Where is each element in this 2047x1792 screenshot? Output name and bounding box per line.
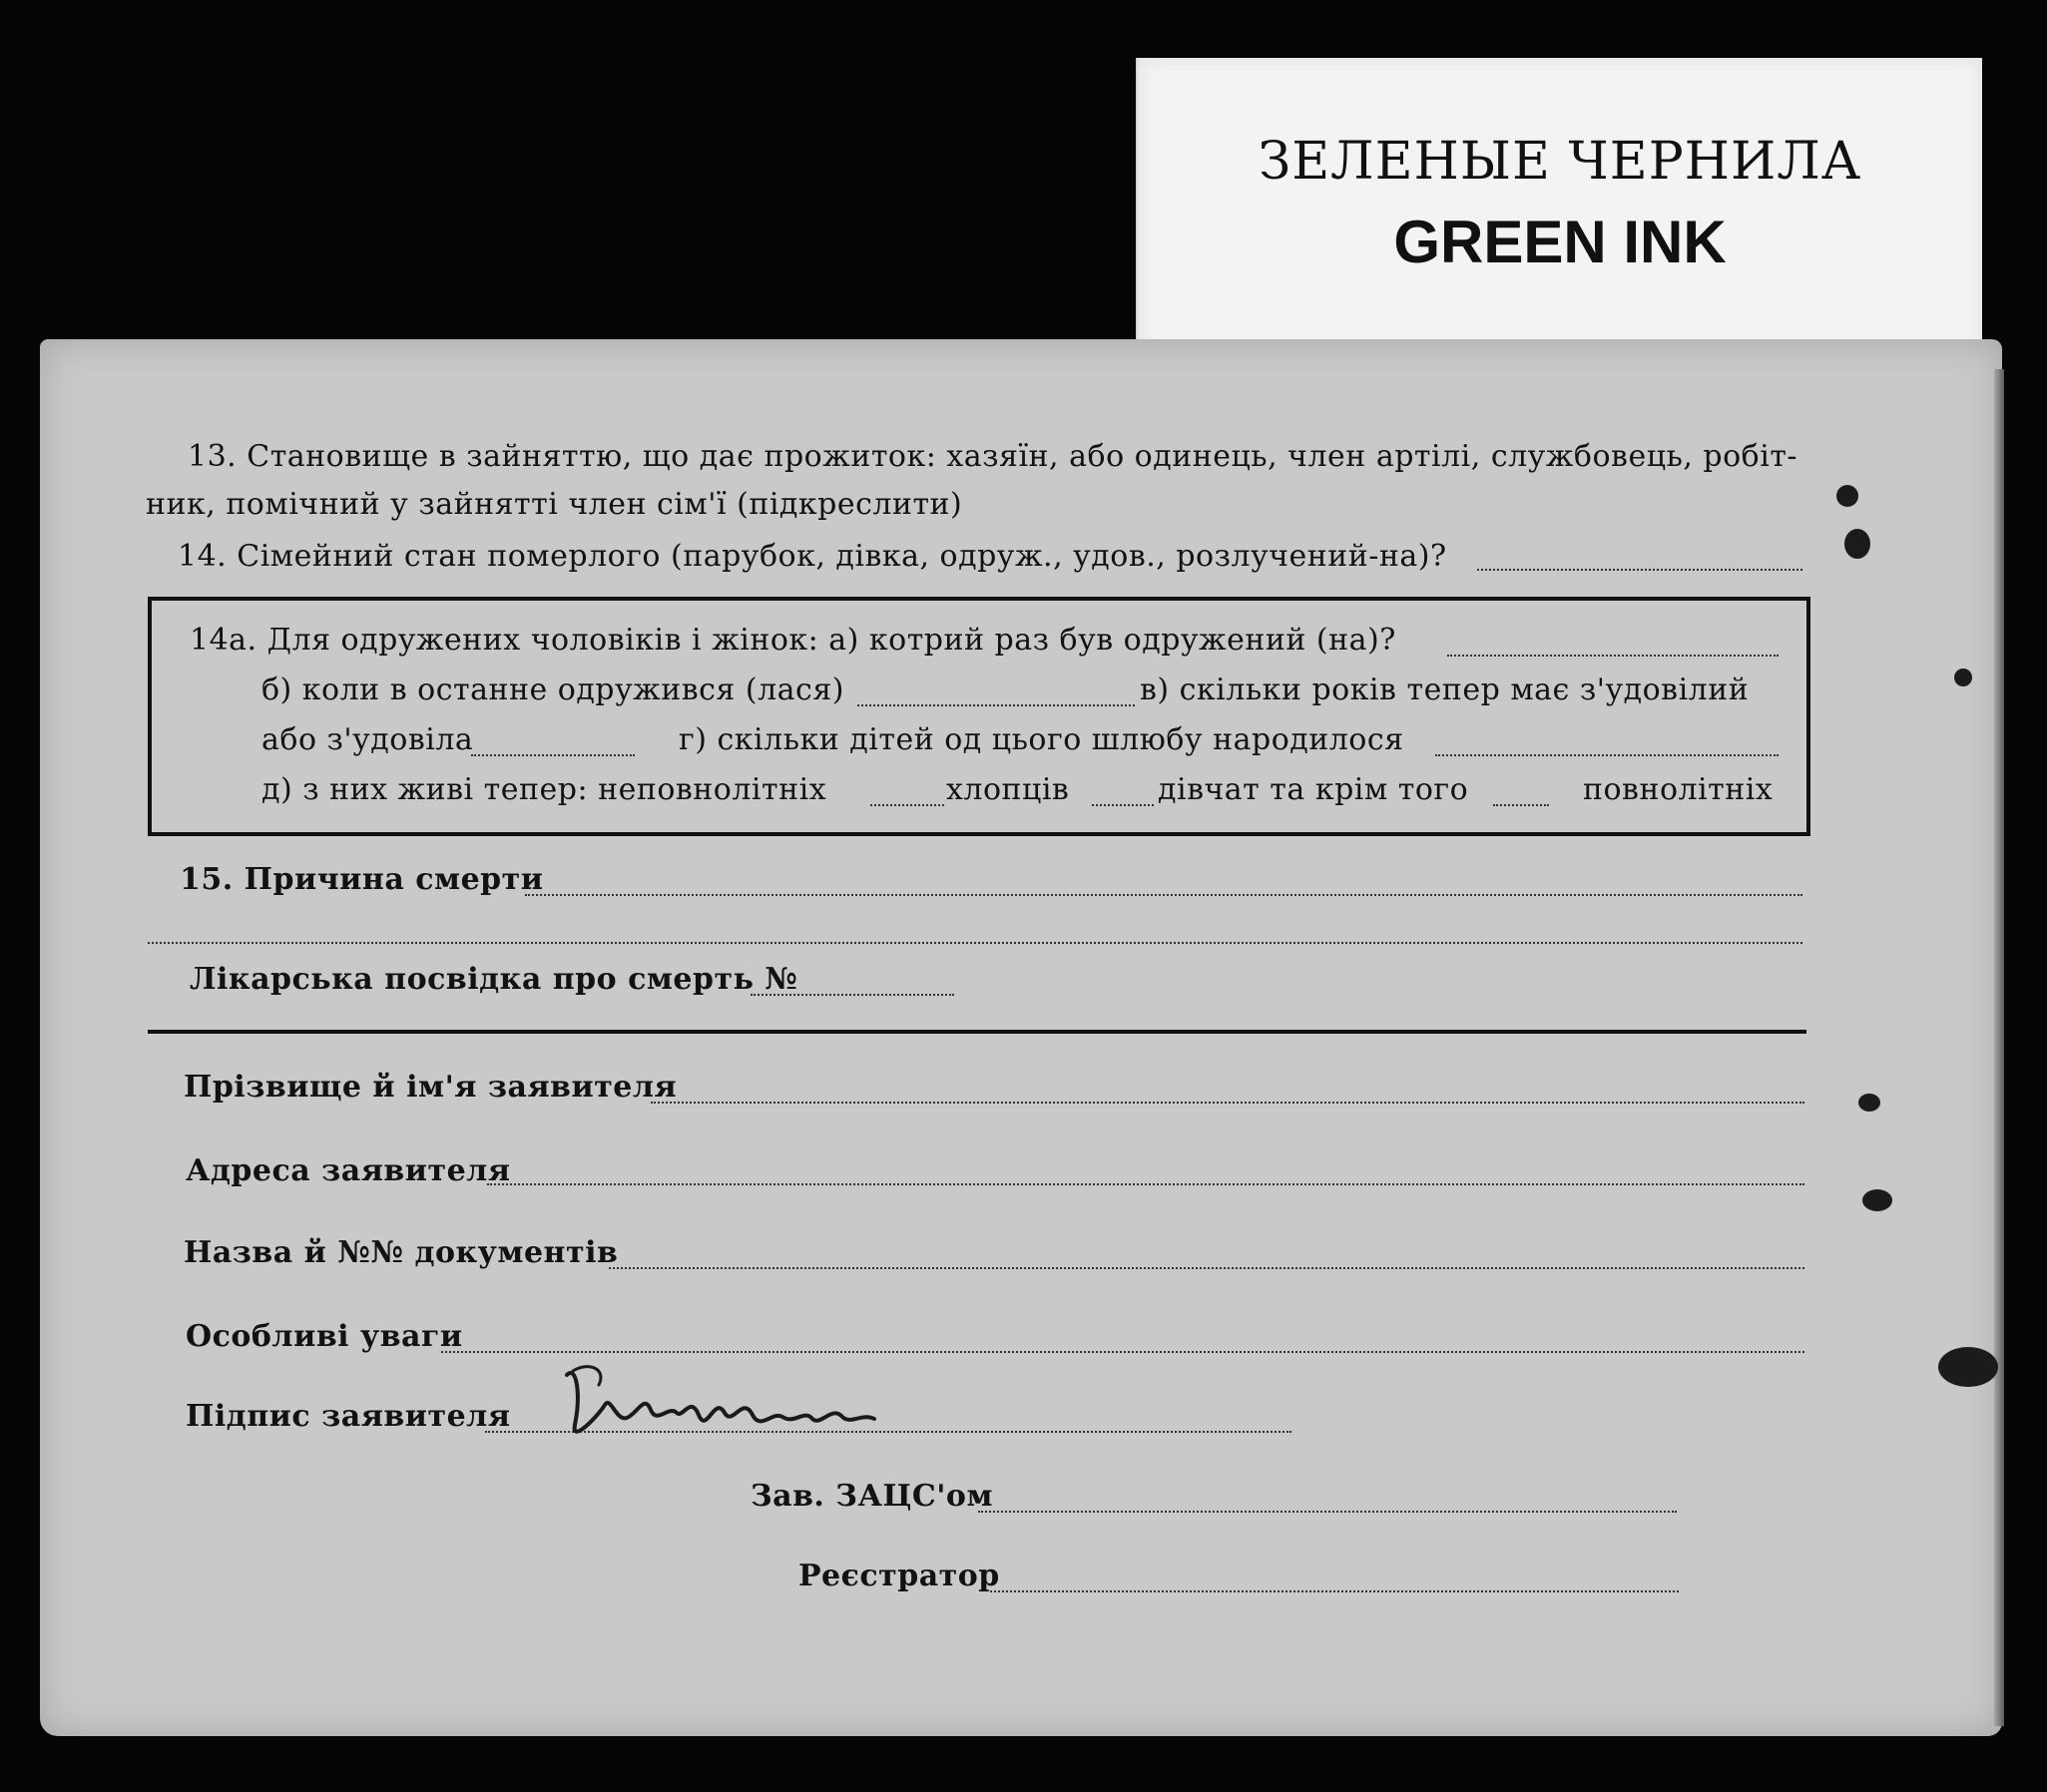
q14a-b-line xyxy=(857,704,1135,706)
med-cert-label: Лікарська посвідка про смерть № xyxy=(190,962,798,997)
q15-line xyxy=(525,894,1802,896)
q15-label: 15. Причина смерти xyxy=(180,862,544,897)
punch-hole xyxy=(1938,1347,1998,1387)
applicant-address-label: Адреса заявителя xyxy=(186,1153,511,1188)
applicant-signature-label: Підпис заявителя xyxy=(186,1399,511,1434)
q14a-box xyxy=(148,597,1810,836)
ink-label-card xyxy=(1136,58,1982,367)
punch-hole xyxy=(1862,1189,1892,1211)
q14a-abo-label: або з'удовіла xyxy=(261,722,474,757)
q14a-girls-line xyxy=(1493,804,1549,806)
applicant-name-line xyxy=(651,1102,1804,1104)
q14a-d-line xyxy=(870,804,944,806)
q14a-boys-line xyxy=(1092,804,1154,806)
q14a-adults-label: повнолітніх xyxy=(1583,772,1774,807)
q14a-boys-label: хлопців xyxy=(946,772,1070,807)
punch-hole xyxy=(1836,485,1858,507)
remarks-label: Особливі уваги xyxy=(186,1319,463,1354)
q14-label: 14. Сімейний стан померлого (парубок, дівка, одруж., удов., розлучений-на)? xyxy=(178,539,1447,574)
remarks-line xyxy=(441,1351,1804,1353)
label-russian: ЗЕЛЕНЫЕ ЧЕРНИЛА xyxy=(1258,132,1862,192)
section-divider xyxy=(148,1030,1806,1034)
q14a-g-line xyxy=(1435,754,1779,756)
handwritten-signature xyxy=(559,1355,898,1455)
q13-line2: ник, помічний у зайнятті член сім'ї (підкреслити) xyxy=(146,487,963,522)
head-zags-line xyxy=(978,1511,1677,1513)
documents-line xyxy=(609,1267,1804,1269)
q15-line-2 xyxy=(148,942,1802,944)
head-zags-label: Зав. ЗАЦС'ом xyxy=(751,1479,993,1514)
q13-line1: 13. Становище в зайняттю, що дає прожиток: хазяїн, або одинець, член артілі, службовець, робіт- xyxy=(188,439,1798,474)
punch-hole xyxy=(1954,669,1972,686)
documents-label: Назва й №№ документів xyxy=(184,1235,619,1270)
form-sheet xyxy=(40,339,2002,1736)
q14a-d-label: д) з них живі тепер: неповнолітніх xyxy=(261,772,827,807)
q14-line xyxy=(1477,569,1802,571)
label-english: GREEN INK xyxy=(1393,209,1727,275)
sheet-edge xyxy=(1994,369,2004,1726)
q14a-a-line xyxy=(1447,655,1779,657)
registrar-line xyxy=(990,1590,1679,1592)
registrar-label: Реєстратор xyxy=(798,1559,1000,1593)
punch-hole xyxy=(1844,529,1870,559)
q14a-abo-line xyxy=(471,754,635,756)
punch-hole xyxy=(1858,1094,1880,1112)
q14a-line1: 14а. Для одружених чоловіків і жінок: а) котрий раз був одружений (на)? xyxy=(190,623,1396,658)
q14a-v-label: в) скільки років тепер має з'удовілий xyxy=(1140,672,1750,707)
applicant-name-label: Прізвище й ім'я заявителя xyxy=(184,1070,678,1105)
q14a-b-label: б) коли в останне одружився (лася) xyxy=(261,672,844,707)
q14a-girls-label: дівчат та крім того xyxy=(1158,772,1469,807)
med-cert-line xyxy=(751,994,954,996)
q14a-g-label: г) скільки дітей од цього шлюбу народилося xyxy=(679,722,1404,757)
applicant-address-line xyxy=(487,1183,1804,1185)
